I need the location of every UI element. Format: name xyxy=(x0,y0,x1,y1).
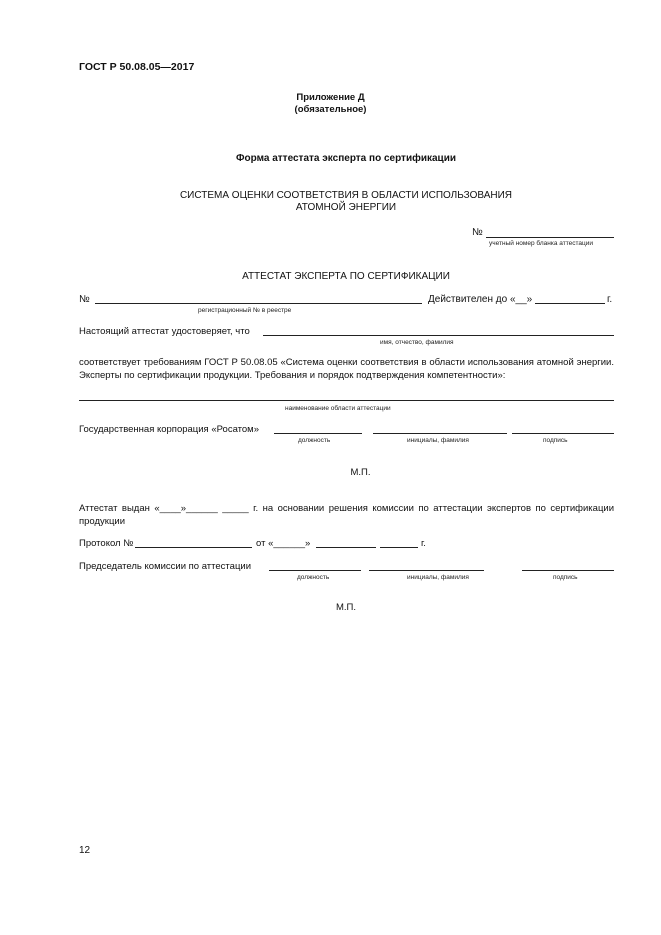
rosatom-signature-line[interactable] xyxy=(512,433,614,434)
rosatom-initials-caption: инициалы, фамилия xyxy=(407,437,469,444)
chairman-initials-caption: инициалы, фамилия xyxy=(407,574,469,581)
appendix-subtitle: (обязательное) xyxy=(294,104,367,115)
compliance-text: соответствует требованиям ГОСТ Р 50.08.05 «Система оценки соответствия в области использования атомной энергии. Эксперты по сертификации продукции. Требования и порядок подтверждения компетентности»: xyxy=(79,357,614,381)
certificate-title: АТТЕСТАТ ЭКСПЕРТА ПО СЕРТИФИКАЦИИ xyxy=(242,271,450,282)
protocol-from-label: от «______» xyxy=(256,538,311,549)
protocol-month-line[interactable] xyxy=(316,547,376,548)
rosatom-position-caption: должность xyxy=(298,437,331,444)
area-caption: наименование области аттестации xyxy=(285,405,391,412)
protocol-year-suffix: г. xyxy=(421,538,426,549)
form-title: Форма аттестата эксперта по сертификации xyxy=(235,153,457,164)
rosatom-label: Государственная корпорация «Росатом» xyxy=(79,424,259,435)
standard-code: ГОСТ Р 50.08.05—2017 xyxy=(79,61,195,73)
rosatom-initials-line[interactable] xyxy=(373,433,507,434)
valid-until-line[interactable] xyxy=(535,303,605,304)
certifies-label: Настоящий аттестат удостоверяет, что xyxy=(79,326,250,337)
chairman-position-caption: должность xyxy=(297,574,330,581)
protocol-number-line[interactable] xyxy=(135,547,252,548)
protocol-label: Протокол № xyxy=(79,538,134,549)
issued-text: Аттестат выдан «____»______ _____ г. на основании решения комиссии по аттестации экспертов по сертификации продукции xyxy=(79,503,614,527)
valid-until-label: Действителен до «__» xyxy=(428,294,533,305)
stamp-2: М.П. xyxy=(335,602,357,613)
reg-number-line[interactable] xyxy=(95,303,422,304)
valid-year-suffix: г. xyxy=(607,294,613,305)
certifies-caption: имя, отчество, фамилия xyxy=(380,339,454,346)
blank-number-label: № xyxy=(472,227,483,238)
page-number: 12 xyxy=(79,845,91,856)
blank-number-line[interactable] xyxy=(486,237,614,238)
chairman-position-line[interactable] xyxy=(269,570,361,571)
appendix-title: Приложение Д xyxy=(296,92,365,103)
blank-number-caption: учетный номер бланка аттестации xyxy=(489,240,593,247)
chairman-signature-caption: подпись xyxy=(553,574,578,581)
reg-number-caption: регистрационный № в реестре xyxy=(198,307,292,314)
certifies-line[interactable] xyxy=(263,335,614,336)
protocol-year-line[interactable] xyxy=(380,547,418,548)
chairman-initials-line[interactable] xyxy=(369,570,484,571)
system-line-2: АТОМНОЙ ЭНЕРГИИ xyxy=(295,202,397,213)
stamp-1: М.П. xyxy=(350,467,371,478)
reg-number-label: № xyxy=(79,294,90,305)
rosatom-position-line[interactable] xyxy=(274,433,362,434)
system-line-1: СИСТЕМА ОЦЕНКИ СООТВЕТСТВИЯ В ОБЛАСТИ ИСПОЛЬЗОВАНИЯ xyxy=(179,190,513,201)
chairman-label: Председатель комиссии по аттестации xyxy=(79,561,252,572)
chairman-signature-line[interactable] xyxy=(522,570,614,571)
rosatom-signature-caption: подпись xyxy=(543,437,568,444)
area-line[interactable] xyxy=(79,400,614,401)
